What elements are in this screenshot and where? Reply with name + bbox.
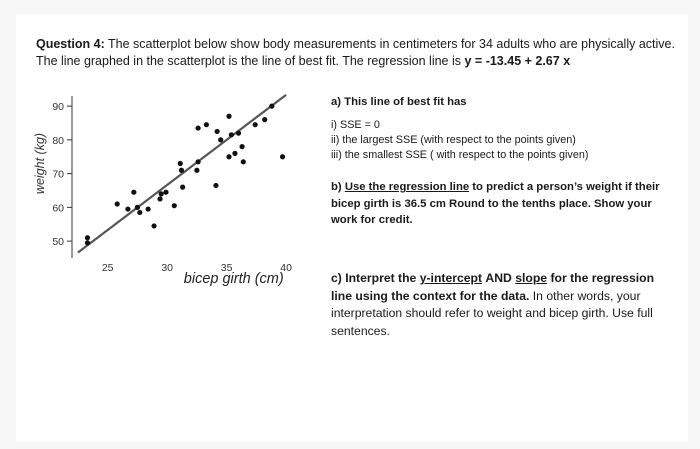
data-point [125, 206, 130, 211]
data-point [131, 190, 136, 195]
data-point [115, 201, 120, 206]
question-prompt [36, 36, 676, 70]
x-tick-label: 25 [101, 262, 114, 274]
data-point [226, 154, 231, 159]
data-point [236, 131, 241, 136]
part-a-option: ii) the largest SSE (with respect to the points given) [331, 134, 576, 146]
data-point [195, 125, 200, 130]
part-b-underlined: Use the regression line [344, 181, 470, 193]
part-a-heading: a) This line of best fit has [331, 96, 467, 108]
part-b-label: b) [331, 181, 342, 193]
data-point [151, 223, 156, 228]
part-c-text-bold: for the regression line using the context for the data. [331, 271, 655, 303]
y-tick-label: 80 [52, 134, 64, 147]
part-a-option: iii) the smallest SSE ( with respect to the points given) [331, 149, 589, 161]
question-label: Question 4: [36, 37, 105, 51]
x-tick-label: 35 [220, 262, 233, 274]
part-c-term-intercept: y-intercept [419, 271, 483, 285]
data-point [239, 144, 244, 149]
data-point [85, 235, 90, 240]
part-b [331, 179, 676, 229]
scatterplot [30, 90, 320, 290]
x-tick-label: 30 [161, 262, 174, 274]
data-point [204, 122, 209, 127]
line-of-best-fit [78, 95, 286, 253]
x-axis-label: bicep girth (cm) [183, 271, 284, 287]
data-point [229, 132, 234, 137]
y-tick-label: 70 [52, 168, 64, 181]
data-point [85, 240, 90, 245]
data-point [179, 168, 184, 173]
data-point [172, 203, 177, 208]
data-point [241, 159, 246, 164]
part-c-text: In other words, your interpretation should refer to weight and bicep girth. Use full sentences. [331, 288, 653, 338]
data-point [280, 154, 285, 159]
part-c-and: AND [485, 271, 512, 285]
data-point [195, 159, 200, 164]
part-c [331, 270, 676, 340]
part-b-text: to predict a person’s weight if their bicep girth is 36.5 cm Round to the tenths place. Show your work for credit. [331, 181, 660, 226]
data-point [213, 183, 218, 188]
regression-equation: y = -13.45 + 2.67 x [464, 54, 571, 68]
question-text: The scatterplot below show body measurements in centimeters for 34 adults who are physically active. The line graphed in the scatterplot is the line of best fit. The regression line is [36, 37, 675, 68]
part-a [331, 94, 676, 163]
data-point [137, 210, 142, 215]
y-ticks [52, 101, 72, 248]
data-point [157, 196, 162, 201]
data-point [163, 190, 168, 195]
data-point [215, 129, 220, 134]
y-axis-label: weight (kg) [33, 132, 47, 195]
y-tick-label: 60 [52, 202, 64, 215]
part-c-term-slope: slope [515, 271, 548, 285]
data-point [262, 117, 267, 122]
y-tick-label: 90 [52, 101, 64, 114]
data-point [180, 185, 185, 190]
x-tick-label: 40 [280, 262, 292, 274]
data-point [146, 206, 151, 211]
data-point [194, 168, 199, 173]
data-point [218, 137, 223, 142]
part-c-prefix: c) Interpret the [331, 271, 417, 285]
data-point [135, 205, 140, 210]
data-point [269, 104, 274, 109]
scatterplot-svg [30, 90, 320, 290]
data-point [253, 122, 258, 127]
data-point [178, 161, 183, 166]
y-tick-label: 50 [52, 236, 64, 249]
data-point [226, 114, 231, 119]
data-point [159, 191, 164, 196]
part-a-option: i) SSE = 0 [331, 119, 380, 131]
data-point [232, 151, 237, 156]
